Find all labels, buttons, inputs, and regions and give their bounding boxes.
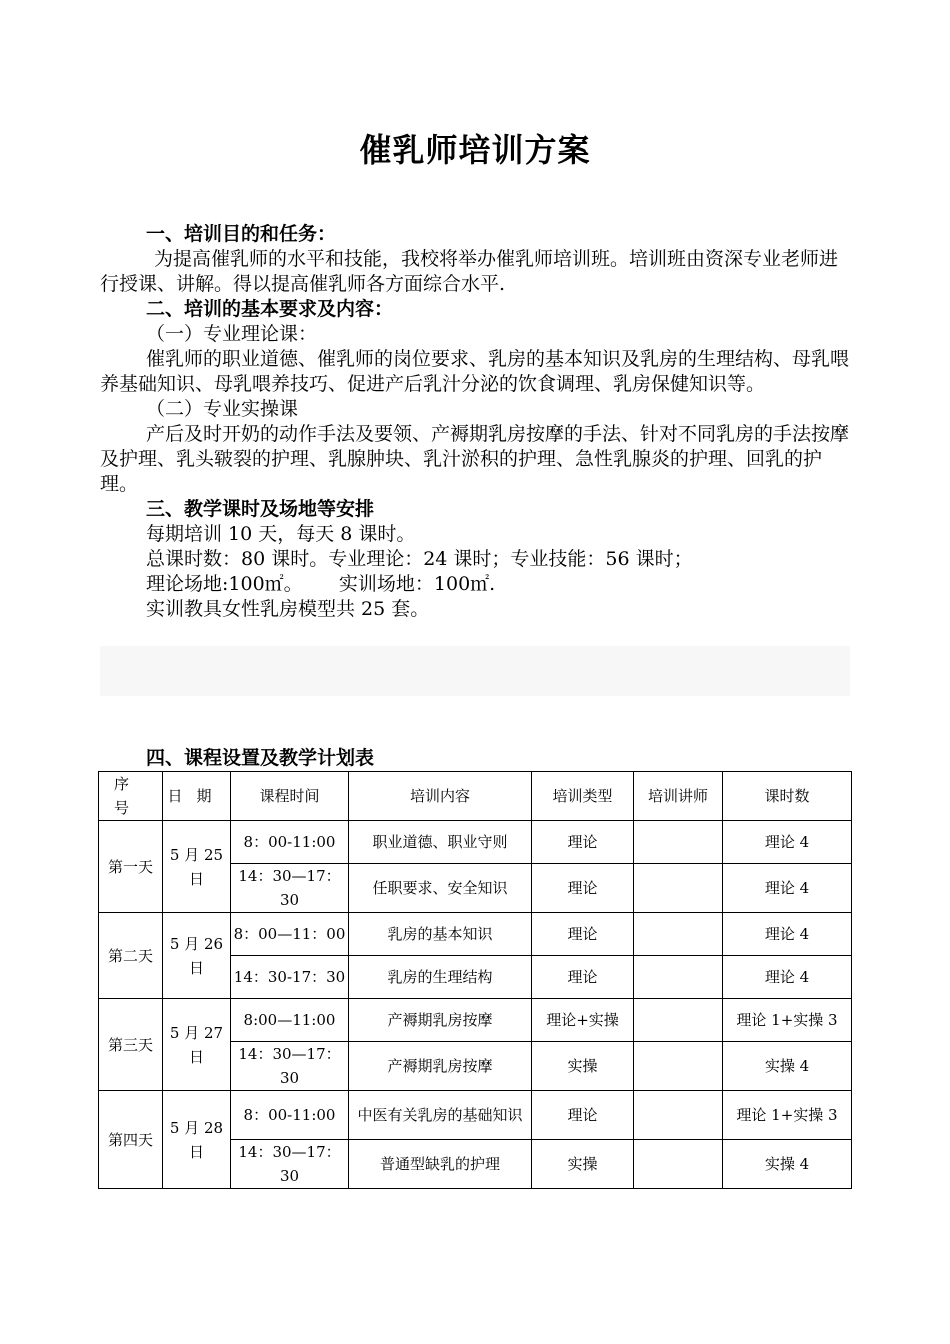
cell-time: 14：30—17：30 (231, 864, 349, 913)
cell-content: 乳房的基本知识 (349, 913, 532, 956)
cell-date: 5 月 26 日 (163, 913, 231, 999)
section-heading-schedule: 三、教学课时及场地等安排 (146, 498, 375, 520)
page-title: 催乳师培训方案 (359, 131, 591, 169)
course-plan-table (98, 771, 852, 1189)
cell-teacher (634, 913, 723, 956)
cell-content: 普通型缺乳的护理 (349, 1140, 532, 1189)
table-row (99, 999, 852, 1042)
cell-content: 中医有关乳房的基础知识 (349, 1091, 532, 1140)
subheading-practical-course: （二）专业实操课 (146, 398, 299, 420)
cell-type: 实操 (532, 1042, 634, 1091)
cell-content: 职业道德、职业守则 (349, 821, 532, 864)
cell-type: 理论+实操 (532, 999, 634, 1042)
header-time: 课程时间 (231, 772, 349, 821)
cell-teacher (634, 821, 723, 864)
cell-hours: 理论 4 (723, 821, 852, 864)
header-type: 培训类型 (532, 772, 634, 821)
cell-type: 实操 (532, 1140, 634, 1189)
header-date: 日期 (163, 772, 231, 821)
schedule-line-equipment: 实训教具女性乳房模型共 25 套。 (146, 598, 430, 620)
header-content: 培训内容 (349, 772, 532, 821)
cell-day: 第一天 (99, 821, 163, 913)
cell-day: 第四天 (99, 1091, 163, 1189)
cell-date: 5 月 27 日 (163, 999, 231, 1091)
cell-hours: 理论 4 (723, 864, 852, 913)
table-row (99, 1091, 852, 1140)
cell-hours: 实操 4 (723, 1042, 852, 1091)
cell-teacher (634, 1042, 723, 1091)
cell-teacher (634, 1091, 723, 1140)
cell-type: 理论 (532, 913, 634, 956)
cell-type: 理论 (532, 821, 634, 864)
header-seq: 序号 (99, 772, 163, 821)
schedule-line-hours: 总课时数：80 课时。专业理论：24 课时；专业技能：56 课时； (146, 548, 693, 570)
cell-teacher (634, 1140, 723, 1189)
table-row (99, 913, 852, 956)
cell-time: 8：00-11:00 (231, 821, 349, 864)
cell-time: 8：00-11:00 (231, 1091, 349, 1140)
cell-teacher (634, 956, 723, 999)
cell-date: 5 月 25 日 (163, 821, 231, 913)
section-heading-course-plan: 四、课程设置及教学计划表 (146, 747, 375, 769)
cell-time: 8:00—11:00 (231, 999, 349, 1042)
cell-type: 理论 (532, 864, 634, 913)
cell-teacher (634, 864, 723, 913)
cell-day: 第二天 (99, 913, 163, 999)
cell-day: 第三天 (99, 999, 163, 1091)
cell-content: 乳房的生理结构 (349, 956, 532, 999)
schedule-line-days: 每期培训 10 天，每天 8 课时。 (146, 523, 416, 545)
cell-content: 产褥期乳房按摩 (349, 999, 532, 1042)
table-header-row (99, 772, 852, 821)
table-row (99, 821, 852, 864)
section-heading-requirements: 二、培训的基本要求及内容： (146, 298, 394, 320)
paragraph-practical-course: 产后及时开奶的动作手法及要领、产褥期乳房按摩的手法、针对不同乳房的手法按摩及护理、乳头皲裂的护理、乳腺肿块、乳汁淤积的护理、急性乳腺炎的护理、回乳的护理。 (100, 423, 850, 495)
document-body (100, 222, 852, 622)
cell-time: 14：30—17：30 (231, 1042, 349, 1091)
cell-type: 理论 (532, 1091, 634, 1140)
cell-hours: 理论 4 (723, 956, 852, 999)
schedule-line-venues: 理论场地:100㎡。 实训场地：100㎡. (146, 573, 496, 595)
cell-time: 14：30—17：30 (231, 1140, 349, 1189)
subheading-theory-course: （一）专业理论课： (146, 323, 318, 345)
cell-hours: 理论 1+实操 3 (723, 1091, 852, 1140)
cell-hours: 理论 1+实操 3 (723, 999, 852, 1042)
cell-content: 产褥期乳房按摩 (349, 1042, 532, 1091)
paragraph-purpose: 为提高催乳师的水平和技能，我校将举办催乳师培训班。培训班由资深专业老师进行授课、讲解。得以提高催乳师各方面综合水平. (100, 248, 839, 295)
cell-teacher (634, 999, 723, 1042)
cell-content: 任职要求、安全知识 (349, 864, 532, 913)
cell-time: 8：00—11：00 (231, 913, 349, 956)
shaded-blank-area (100, 646, 850, 696)
section-heading-purpose: 一、培训目的和任务： (146, 223, 337, 245)
cell-hours: 理论 4 (723, 913, 852, 956)
cell-hours: 实操 4 (723, 1140, 852, 1189)
cell-date: 5 月 28 日 (163, 1091, 231, 1189)
paragraph-theory-course: 催乳师的职业道德、催乳师的岗位要求、乳房的基本知识及乳房的生理结构、母乳喂养基础知识、母乳喂养技巧、促进产后乳汁分泌的饮食调理、乳房保健知识等。 (100, 348, 850, 395)
cell-time: 14：30-17：30 (231, 956, 349, 999)
header-hours: 课时数 (723, 772, 852, 821)
cell-type: 理论 (532, 956, 634, 999)
header-teacher: 培训讲师 (634, 772, 723, 821)
